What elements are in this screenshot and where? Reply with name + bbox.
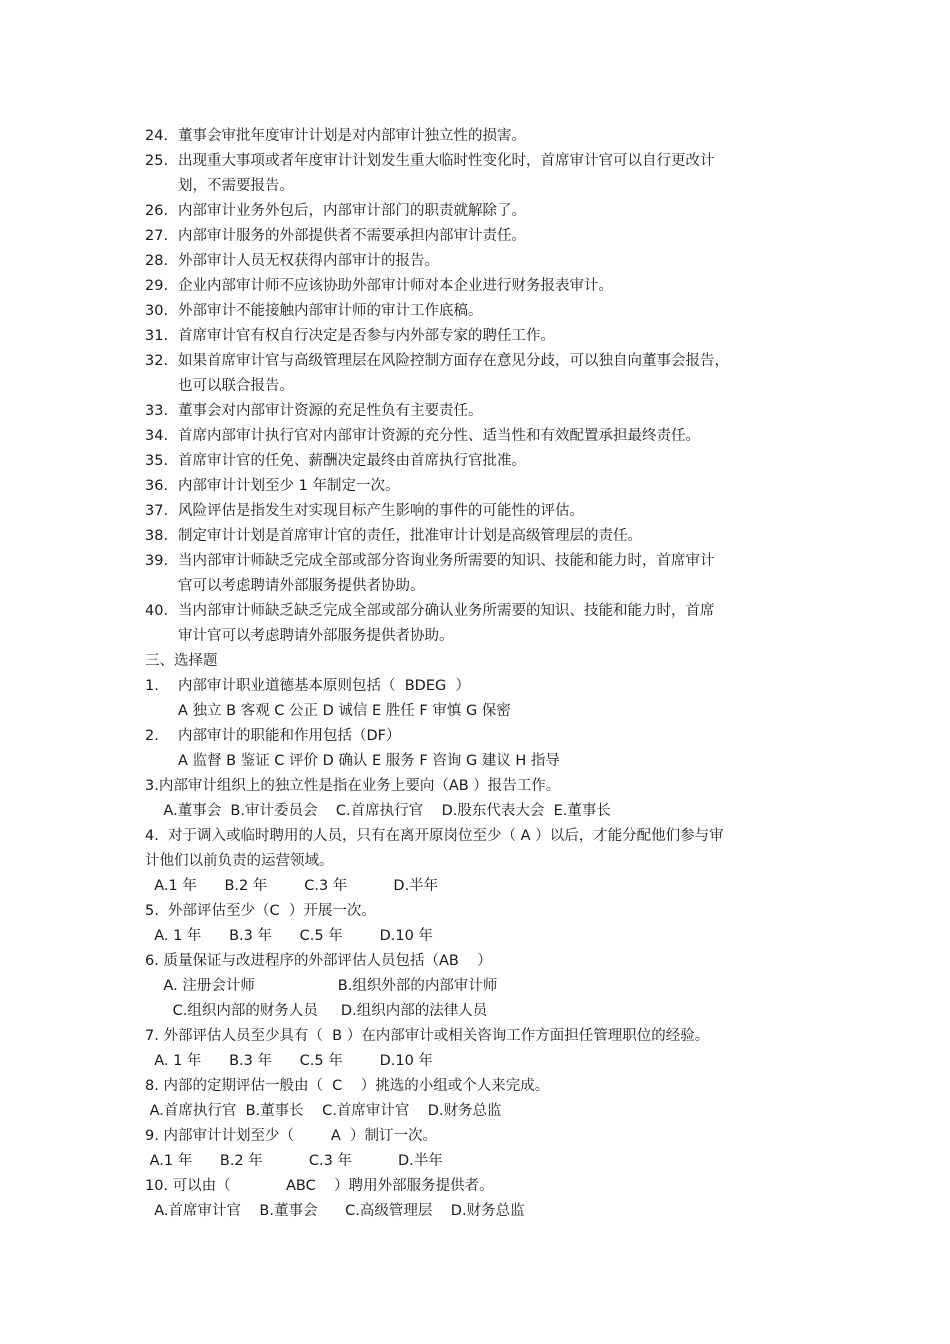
tf-item-31 <box>145 324 825 349</box>
tf-item-30 <box>145 299 825 324</box>
item-number: 40. <box>145 603 169 619</box>
item-text: 内部审计服务的外部提供者不需要承担内部审计责任。 <box>178 228 526 244</box>
mc-question-10-text: 10. 可以由（ ABC ）聘用外部服务提供者。 <box>145 1178 494 1194</box>
item-text: 风险评估是指发生对实现目标产生影响的事件的可能性的评估。 <box>178 503 584 519</box>
item-number: 28. <box>145 253 169 269</box>
mc-question-9-options: A.1 年 B.2 年 C.3 年 D.半年 <box>145 1153 443 1169</box>
item-text: 制定审计计划是首席审计官的责任，批准审计计划是高级管理层的责任。 <box>178 528 642 544</box>
item-number: 39. <box>145 553 169 569</box>
item-text: 外部审计人员无权获得内部审计的报告。 <box>178 253 439 269</box>
tf-item-32 <box>145 349 825 399</box>
item-text-cont: 审计官可以考虑聘请外部服务提供者协助。 <box>178 628 454 644</box>
mc-question-2 <box>145 724 825 774</box>
mc-question-8-text: 8. 内部的定期评估一般由（ C ）挑选的小组或个人来完成。 <box>145 1078 550 1094</box>
item-text-cont: 官可以考虑聘请外部服务提供者协助。 <box>178 578 425 594</box>
item-number: 31. <box>145 328 169 344</box>
mc-question-5-text: 5. 外部评估至少（C ）开展一次。 <box>145 903 376 919</box>
item-number: 24. <box>145 128 169 144</box>
mc-question-1 <box>145 674 825 724</box>
question-options: A 监督 B 鉴证 C 评价 D 确认 E 服务 F 咨询 G 建议 H 指导 <box>178 753 560 769</box>
mc-question-8-options: A.首席执行官 B.董事长 C.首席审计官 D.财务总监 <box>145 1103 502 1119</box>
item-text: 企业内部审计师不应该协助外部审计师对本企业进行财务报表审计。 <box>178 278 613 294</box>
item-number: 35. <box>145 453 169 469</box>
mc-question-4-options: A.1 年 B.2 年 C.3 年 D.半年 <box>145 878 439 894</box>
mc-question-7-options: A. 1 年 B.3 年 C.5 年 D.10 年 <box>145 1053 433 1069</box>
mc-question-3-text: 3.内部审计组织上的独立性是指在业务上要向（AB ）报告工作。 <box>145 778 561 794</box>
tf-item-25 <box>145 149 825 199</box>
item-text: 内部审计计划至少 1 年制定一次。 <box>178 478 400 494</box>
tf-item-24 <box>145 124 825 149</box>
tf-item-39 <box>145 549 825 599</box>
question-number: 2. <box>145 728 159 744</box>
mc-question-9-text: 9. 内部审计计划至少（ A ）制订一次。 <box>145 1128 437 1144</box>
item-number: 32. <box>145 353 169 369</box>
mc-question-10-options: A.首席审计官 B.董事会 C.高级管理层 D.财务总监 <box>145 1203 525 1219</box>
item-text: 外部审计不能接触内部审计师的审计工作底稿。 <box>178 303 483 319</box>
question-options: A 独立 B 客观 C 公正 D 诚信 E 胜任 F 审慎 G 保密 <box>178 703 511 719</box>
tf-item-36 <box>145 474 825 499</box>
question-text: 内部审计职业道德基本原则包括（ BDEG ） <box>178 678 470 694</box>
mc-question-6-options-2: C.组织内部的财务人员 D.组织内部的法律人员 <box>145 1003 488 1019</box>
item-number: 30. <box>145 303 169 319</box>
mc-question-7-text: 7. 外部评估人员至少具有（ B ）在内部审计或相关咨询工作方面担任管理职位的经验。 <box>145 1028 710 1044</box>
tf-item-35 <box>145 449 825 474</box>
section-title: 三、选择题 <box>145 653 218 669</box>
item-number: 38. <box>145 528 169 544</box>
item-text: 首席审计官的任免、薪酬决定最终由首席执行官批准。 <box>178 453 526 469</box>
mc-question-5-options: A. 1 年 B.3 年 C.5 年 D.10 年 <box>145 928 433 944</box>
item-number: 26. <box>145 203 169 219</box>
mc-question-3-options: A.董事会 B.审计委员会 C.首席执行官 D.股东代表大会 E.董事长 <box>145 803 611 819</box>
item-number: 34. <box>145 428 169 444</box>
tf-item-29 <box>145 274 825 299</box>
question-text: 内部审计的职能和作用包括（DF） <box>178 728 401 744</box>
tf-item-34 <box>145 424 825 449</box>
page-content <box>145 124 825 1224</box>
tf-item-27 <box>145 224 825 249</box>
tf-item-38 <box>145 524 825 549</box>
item-number: 27. <box>145 228 169 244</box>
item-text: 首席审计官有权自行决定是否参与内外部专家的聘任工作。 <box>178 328 555 344</box>
mc-question-6-text: 6. 质量保证与改进程序的外部评估人员包括（AB ） <box>145 953 492 969</box>
item-number: 33. <box>145 403 169 419</box>
item-text: 首席内部审计执行官对内部审计资源的充分性、适当性和有效配置承担最终责任。 <box>178 428 700 444</box>
tf-item-26 <box>145 199 825 224</box>
item-text: 出现重大事项或者年度审计计划发生重大临时性变化时，首席审计官可以自行更改计 <box>178 153 715 169</box>
item-number: 29. <box>145 278 169 294</box>
mc-question-4-text-cont: 计他们以前负责的运营领域。 <box>145 853 334 869</box>
item-text: 董事会对内部审计资源的充足性负有主要责任。 <box>178 403 483 419</box>
mc-question-4-text: 4. 对于调入或临时聘用的人员，只有在离开原岗位至少（ A ）以后，才能分配他们参与审 <box>145 828 724 844</box>
tf-item-37 <box>145 499 825 524</box>
tf-item-40 <box>145 599 825 649</box>
tf-item-33 <box>145 399 825 424</box>
item-text: 当内部审计师缺乏完成全部或部分咨询业务所需要的知识、技能和能力时，首席审计 <box>178 553 715 569</box>
item-number: 37. <box>145 503 169 519</box>
item-text: 董事会审批年度审计计划是对内部审计独立性的损害。 <box>178 128 526 144</box>
item-text: 如果首席审计官与高级管理层在风险控制方面存在意见分歧，可以独自向董事会报告， <box>178 353 729 369</box>
item-text: 内部审计业务外包后，内部审计部门的职责就解除了。 <box>178 203 526 219</box>
item-text-cont: 划，不需要报告。 <box>178 178 294 194</box>
item-number: 25. <box>145 153 169 169</box>
item-text-cont: 也可以联合报告。 <box>178 378 294 394</box>
tf-item-28 <box>145 249 825 274</box>
item-number: 36. <box>145 478 169 494</box>
question-number: 1. <box>145 678 159 694</box>
item-text: 当内部审计师缺乏缺乏完成全部或部分确认业务所需要的知识、技能和能力时，首席 <box>178 603 715 619</box>
mc-question-6-options-1: A. 注册会计师 B.组织外部的内部审计师 <box>145 978 498 994</box>
